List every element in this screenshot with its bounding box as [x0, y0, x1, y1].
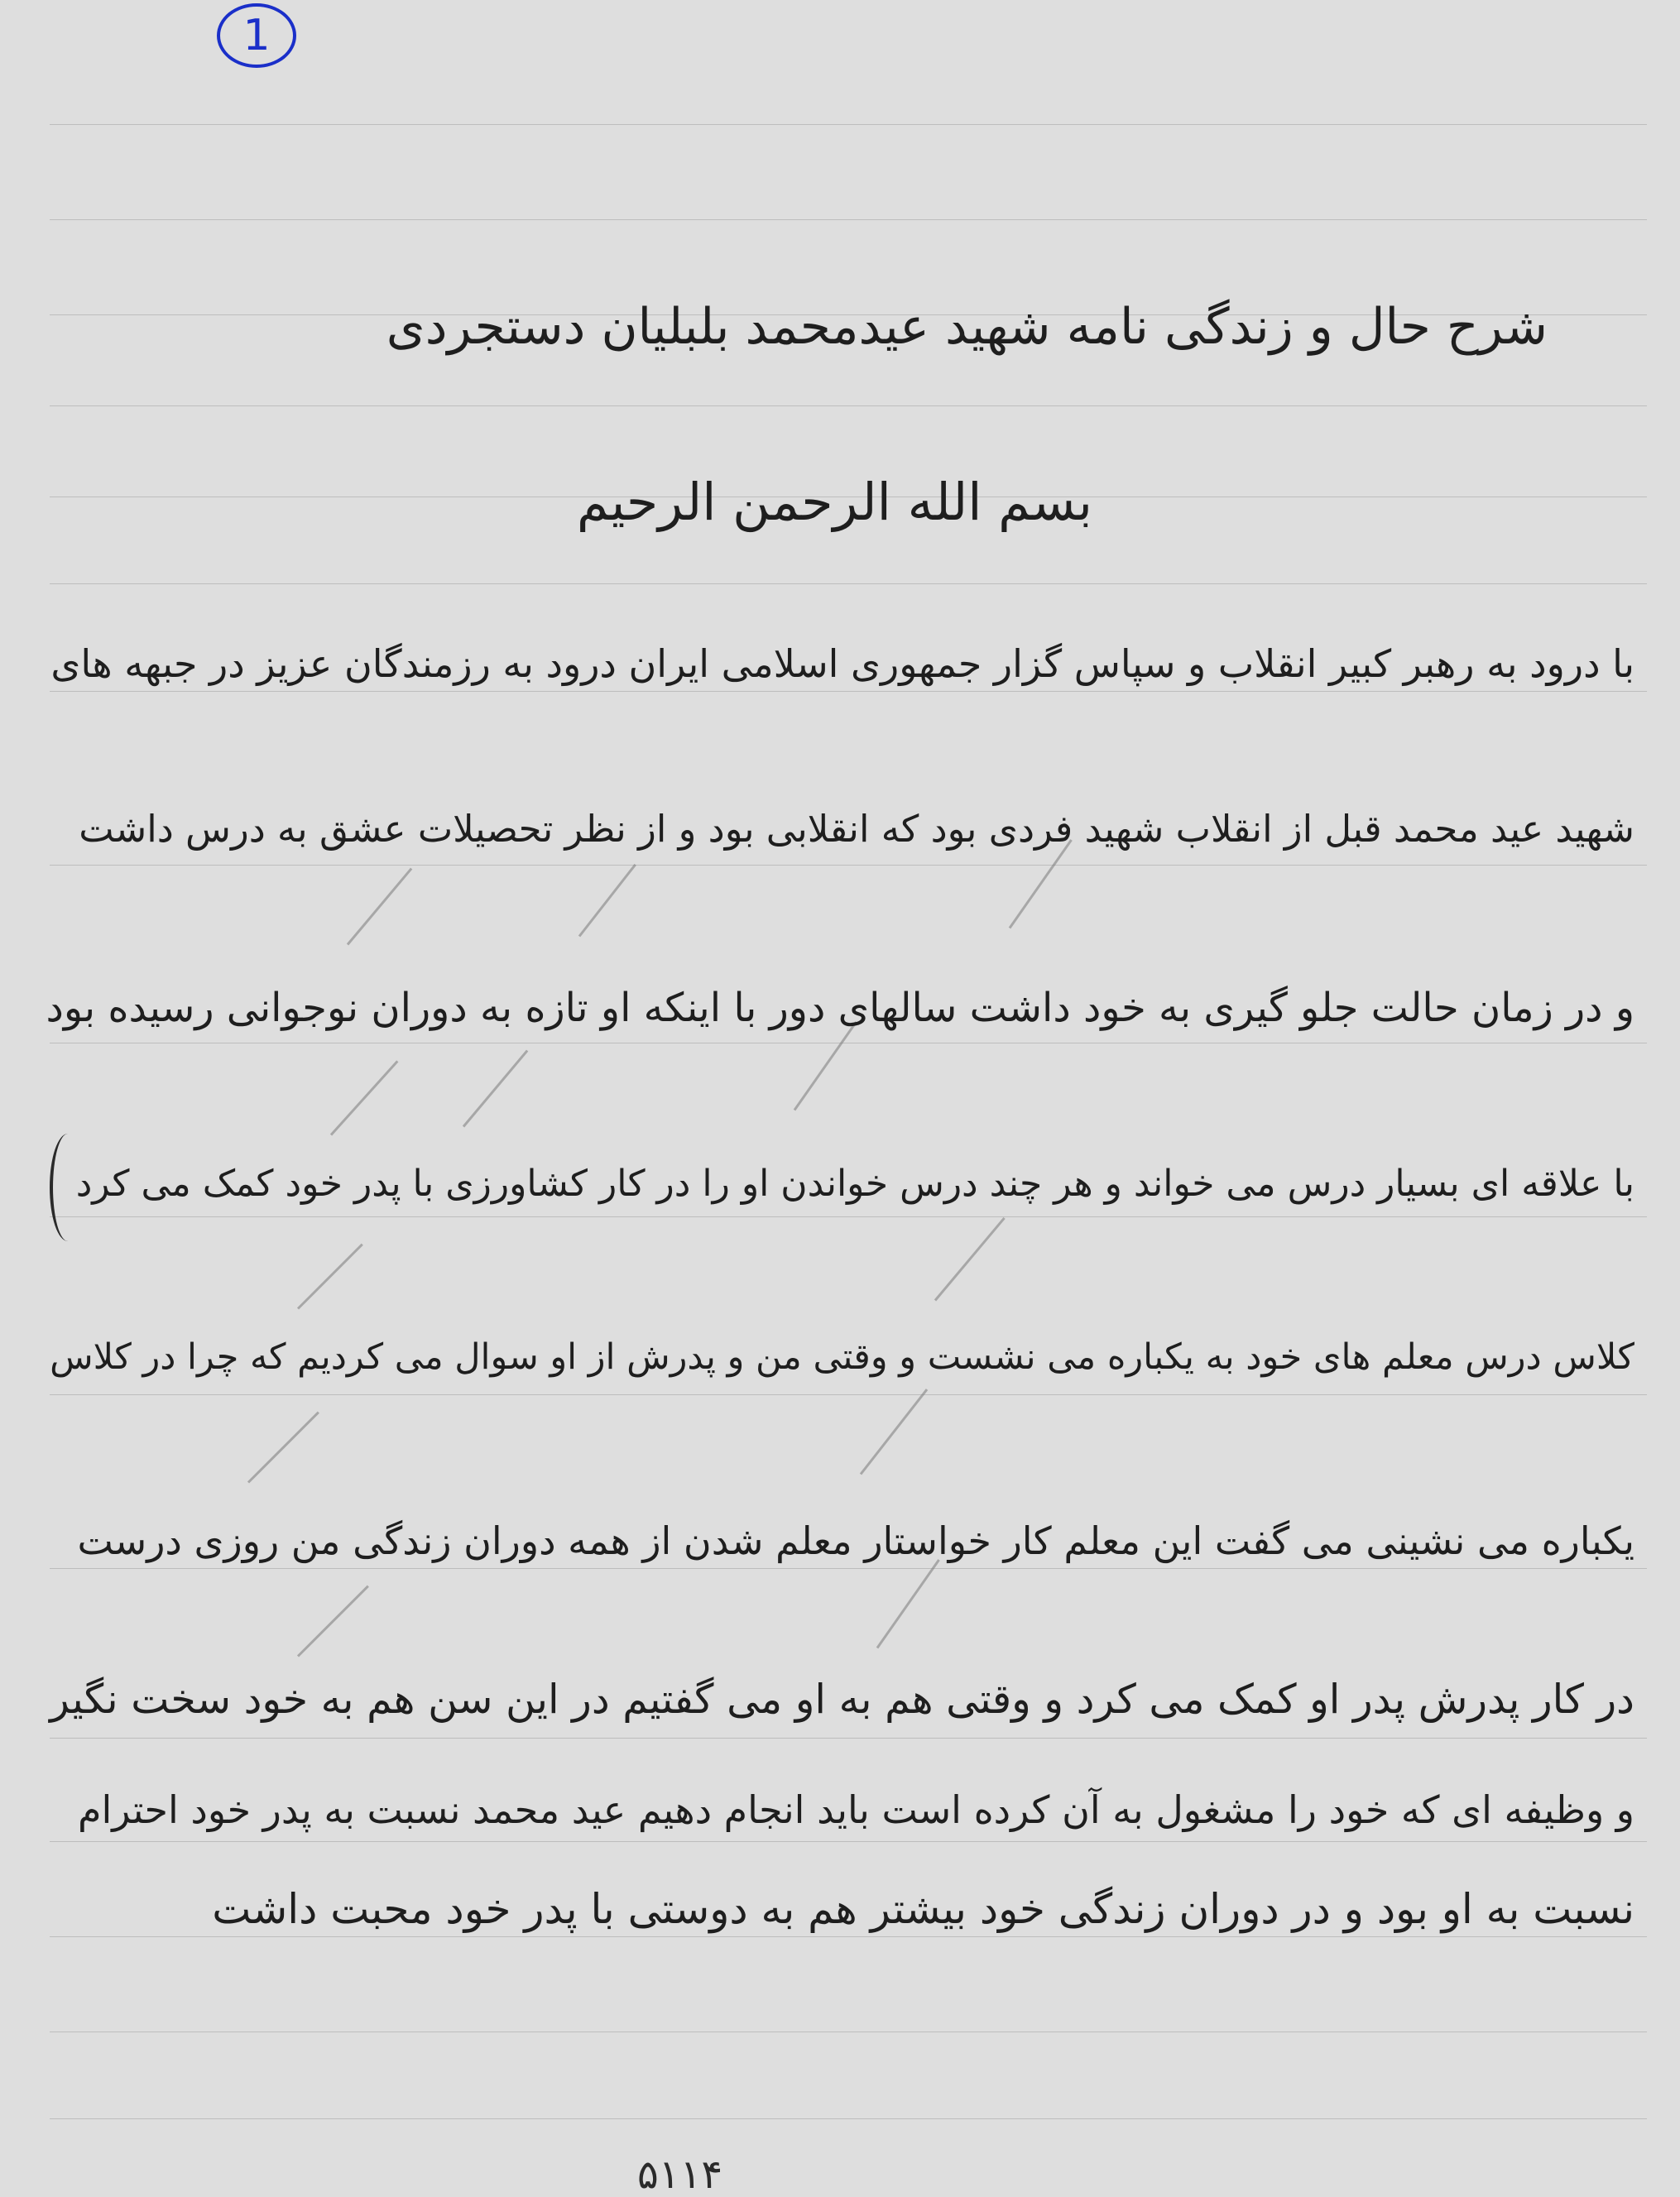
body-line: در کار پدرش پدر او کمک می کرد و وقتی هم به او می گفتیم در این سن هم به خود سخت نگیر — [50, 1676, 1634, 1723]
body-line: کلاس درس معلم های خود به یکباره می نشست و وقتی من و پدرش از او سوال می کردیم که چرا در کلاس — [50, 1336, 1634, 1378]
page-number-circle — [217, 3, 296, 68]
ruled-line — [50, 124, 1647, 125]
ruled-line — [50, 1841, 1647, 1842]
bleed-through-stroke — [876, 1559, 940, 1648]
ruled-line — [50, 1936, 1647, 1937]
ruled-line — [50, 1216, 1647, 1217]
body-line: و در زمان حالت جلو گیری به خود داشت سالهای دور با اینکه او تازه به دوران نوجوانی رسیده بود — [46, 985, 1634, 1031]
body-line: با علاقه ای بسیار درس می خواند و هر چند درس خواندن او را در کار کشاورزی با پدر خود کمک می کرد — [75, 1163, 1634, 1205]
bleed-through-stroke — [347, 868, 412, 946]
basmala-heading: بسم الله الرحمن الرحیم — [576, 472, 1092, 532]
bleed-through-stroke — [860, 1389, 928, 1475]
bleed-through-stroke — [247, 1412, 319, 1484]
ruled-line — [50, 219, 1647, 220]
ruled-line — [50, 1738, 1647, 1739]
bleed-through-stroke — [794, 1021, 857, 1110]
body-line: شهید عید محمد قبل از انقلاب شهید فردی بود که انقلابی بود و از نظر تحصیلات عشق به درس داشت — [79, 807, 1634, 851]
bleed-through-stroke — [330, 1060, 399, 1135]
ruled-line — [50, 1394, 1647, 1395]
archive-number: ۵۱۱۴ — [637, 2151, 723, 2197]
body-line: یکباره می نشینی می گفت این معلم کار خواستار معلم شدن از همه دوران زندگی من روزی درست — [77, 1518, 1634, 1563]
bleed-through-stroke — [578, 864, 636, 938]
page-number: 1 — [242, 11, 271, 60]
bleed-through-stroke — [1009, 839, 1073, 928]
ruled-line — [50, 1568, 1647, 1569]
ruled-line — [50, 2118, 1647, 2119]
body-line: با درود به رهبر کبیر انقلاب و سپاس گزار جمهوری اسلامی ایران درود به رزمندگان عزیز در جبهه های — [50, 641, 1634, 686]
ruled-line — [50, 691, 1647, 692]
ruled-line — [50, 865, 1647, 866]
ruled-line — [50, 583, 1647, 584]
body-line: نسبت به او بود و در دوران زندگی خود بیشتر هم به دوستی با پدر خود محبت داشت — [212, 1885, 1634, 1933]
ruled-line — [50, 405, 1647, 406]
bleed-through-stroke — [934, 1217, 1006, 1302]
page-title: شرح حال و زندگی نامه شهید عیدمحمد بلبلیان دستجردی — [386, 298, 1548, 356]
bleed-through-stroke — [463, 1050, 528, 1128]
body-line: و وظیفه ای که خود را مشغول به آن کرده است باید انجام دهیم عید محمد نسبت به پدر خود احترام — [77, 1787, 1634, 1832]
bleed-through-stroke — [297, 1244, 363, 1310]
bleed-through-stroke — [297, 1585, 369, 1657]
